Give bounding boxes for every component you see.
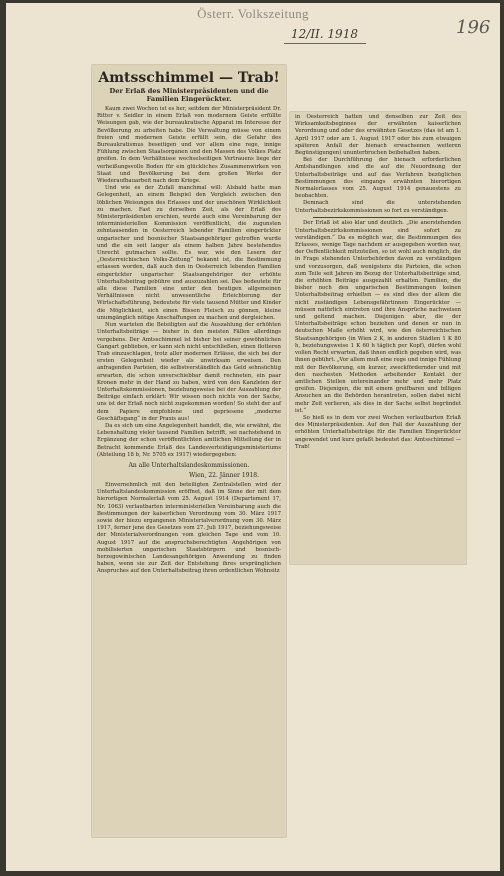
- paragraph: So hieß es in dem vor zwei Wochen verlautbarten Erlaß des Ministerpräsidenten. Auf den Fall der Auszahlung der erhöhten Unterhaltsbeiträge für die Familien Eingerückter angewendet und kurz gefaßt bedeutet das: Amtsschimmel — Trab!: [295, 414, 461, 450]
- separator-rule: [313, 217, 443, 218]
- paragraph: Bei der Durchführung der hienach erforderlichen Amtshandlungen sind die auf die Neuordnung der Unterhaltsbeiträge und auf das Verfahren bezüglichen Bestimmungen des eingangs erwähnten hierortigen Normalerlasses vom 25. August 1914 genauestens zu beobachten.: [295, 157, 461, 200]
- decree-body: [97, 482, 281, 576]
- decree-dateline: Wien, 22. Jänner 1918.: [189, 471, 259, 479]
- closing-body: [295, 220, 461, 451]
- paragraph: Der Erlaß ist also klar und deutlich. „Die anerstehenden Unterhaltsbezirkskommissionen sind sofort zu verständigen.“ Da es möglich war, die Bestimmungen des Erlasses, wenige Tage nachdem er ausgegeben worden war, der Oeffentlichkeit mitzuteilen, so ist wohl auch möglich, die in Frage stehenden Unterbehörden davon zu verständigen und vorzusorgen, daß wenigstens die Parteien, die schon zum Teile seit Jahren im Bezug der Unterhaltsbeiträge sind, die erhöhten Beiträge ausgezahlt erhalten. Familien, die bisher noch den ungarischen Bestimmungen keinen Unterhaltsbeitrag erhielten — es sind dies der allem die nicht zuständigen Lebensgefährtinnen Eingerückter — müssen natürlich eintreten und ihre Ansprüche nachweisen und geltend machen. Diejenigen aber, die der Unterhaltsbeiträge schon beziehen und denen er nun in deutschen Maße erhöht wird, wie den österreichischen Staatsangehörigen (in Wien 2 K, in anderen Städten 1 K 80 h, beziehungsweise 1 K 60 h täglich per Kopf), dürfen wohl vollen Recht erwarten, daß ihnen endlich gegeben wird, was ihnen gebührt. „Vor allem muß eine rege und innige Fühlung mit der Bevölkerung, ein kurzer, zweckfördernder und mit den raschesten Methoden arbeitender Kontakt der amtlichen Stellen untereinander mehr und mehr Platz greifen. Diejenigen, die mit einem greifbaren und billigen Ansuchen an die Behörden herantreten, sollen dabei nicht mehr Zeit verlieren, als dies in der Sache selbst begründet ist.“: [295, 220, 461, 414]
- handwritten-date: 12/II. 1918: [291, 27, 358, 41]
- paragraph: in Oesterreich hatten und denselben zur Zeit des Wirksamkeitsbeginnes der erwähnten kaiserlichen Verordnung und oder des erwähnten Gesetzes (das ist am 1. April 1917 oder am 1. August 1917 oder bis zum etwaigen späteren Anfall der hienach erwachsenen weiteren Begünstigungen) ununterbrochen beibehalten haben.: [295, 114, 461, 157]
- paragraph: Demnach sind die unterstehenden Unterhaltsbezirkskommissionen so fort zu verständigen.: [295, 200, 461, 214]
- newspaper-name: Österr. Volkszeitung: [197, 6, 309, 21]
- decree-continuation: [295, 114, 461, 215]
- clipping-column-left: [92, 65, 286, 837]
- paragraph: Einvernehmlich mit den beteiligten Zentralstellen wird der Unterhaltslandeskommission eröffnet, daß im Sinne der mit dem hierortigen Normalerlaß vom 25. August 1914 (Departement 17, Nr. 1063) verlautbarten interministeriellen Vereinbarung auch die Bestimmungen der kaiserlichen Verordnung vom 30. März 1917 sowie der hiezu ergangenen Ministerialverordnung vom 30. März 1917, ferner jene des Gesetzes vom 27. Juli 1917, beziehungsweise der Ministerialverordnungen vom gleichen Tage und vom 10. August 1917 auf die anspruchsberechtigten Angehörigen von mobilisierten ungarischen Staatsbürgern und bosnisch-herzegowinischen Landesangehörigen Anwendung zu finden haben, wenn sie zur Zeit der Entstehung ihres ursprünglichen Anspruches auf den Unterhaltsbeitrag ihren ordentlichen Wohnsitz: [97, 481, 281, 575]
- paragraph: Und wie es der Zufall manchmal will: Alsbald hatte man Gelegenheit, an einem Beispiel den Vergleich zwischen den löblichen Weisungen des Erlasses und der unschönen Wirklichkeit zu machen. Fast zu derselben Zeit, als der Erlaß des Ministerpräsidenten erschien, wurde auch eine Vereinbarung der interministeriellen Kommission veröffentlicht, die zugunsten zehntausenden in Oesterreich lebender Familien eingerückter ungarischer und bosnischer Staatsangehöriger getroffen wurde und die ein seit langer als einem halben Jahre bestehendes Unrecht gutmachen sollte. Es war, wie den Lesern der „Oesterreichischen Volks-Zeitung“ bekannt ist, die Bestimmung erlassen worden, daß auch den in Oesterreich lebenden Familien eingerückter ungarischer Staatsangehöriger der erhöhte Unterhaltsbeitrag gebühre und auszuzahlen sei. Das bedeutete für alle diese Familien eine unter den heutigen allgemeinen Verhältnissen nicht unwesentliche Erleichterung der Wirtschaftsführung, bedeutete für viele tausend Mütter und Kinder die Möglichkeit, sich einen Bissen Fleisch zu gönnen, kleine unumgänglich nötige Anschaffungen zu machen und dergleichen.: [97, 185, 281, 321]
- paragraph: Nun warteten die Beteiligten auf die Auszahlung der erhöhten Unterhaltsbeiträge — bisher in den meisten Fällen allerdings vergebens. Der Amtsschimmel ist bisher bei seiner gewöhnlichen Gangart geblieben, er kann sich nicht entschließen, einen flotteren Trab einzuschlagen, trotz aller modernen Erlässe, die sich bei der ersten Gelegenheit wieder als unwirksam erweisen. Den anfragenden Parteien, die selbstverständlich das Geld sehnsüchtig erwarten, die schon unverschiebbar damit rechneten, ein paar Kronen mehr in der Hand zu haben, wird von den Kanzleien der Unterhaltskommissionen, beziehungsweise bei der Auszahlung der Beiträge einfach erklärt: Wir wissen noch nichts von der Sache, uns ist der Erlaß noch nicht zugekommen worden! So steht der auf dem Papiere empfohlene und gepriesene „moderne Geschäftsgang“ in der Praxis aus!: [97, 322, 281, 422]
- date-underline: [284, 43, 366, 44]
- clipping-column-right: [290, 112, 466, 564]
- article-body: [97, 106, 281, 459]
- handwritten-page-number: 196: [456, 17, 491, 38]
- article-headline: Amtsschimmel — Trab!: [98, 70, 280, 86]
- paragraph: Da es sich um eine Angelegenheit handelt, die, wie erwähnt, die Lebenshaltung vieler tausend Familien betrifft, sei nachstehend in Ergänzung der schon veröffentlichten amtlichen Mitteilung der in Betracht kommende Erlaß des Landesverteidigungsministeriums (Abteilung 18 b, Nr. 5705 ex 1917) wiedergegeben:: [97, 422, 281, 458]
- article-subhead: Der Erlaß des Ministerpräsidenten und die Familien Eingerückter.: [109, 87, 269, 103]
- decree-heading: An alle Unterhaltslandeskommissionen.: [128, 461, 250, 469]
- paragraph: Kaum zwei Wochen ist es her, seitdem der Ministerpräsident Dr. Ritter v. Seidler in einem Erlaß von modernem Geiste erfüllte Weisungen gab, wie der bureaukratische Apparat im Interesse der Bevölkerung zu arbeiten habe. Die Verwaltung müsse von einem freien und modernen Geiste erfüllt sein, die Gefahr des Bureaukratismus beseitigen und vor allem eine rege, innige Fühlung zwischen Staatsorganen und den Massen des Volkes Platz greifen. In dem Verhältnisse wechselseitigen Vertrauens liege der verheißungsvolle Boden für ein glückliches Zusammenwirken von Staat und Bevölkerung bei dem großen Werke der Wiederaufbauarbeit nach dem Kriege.: [97, 106, 281, 185]
